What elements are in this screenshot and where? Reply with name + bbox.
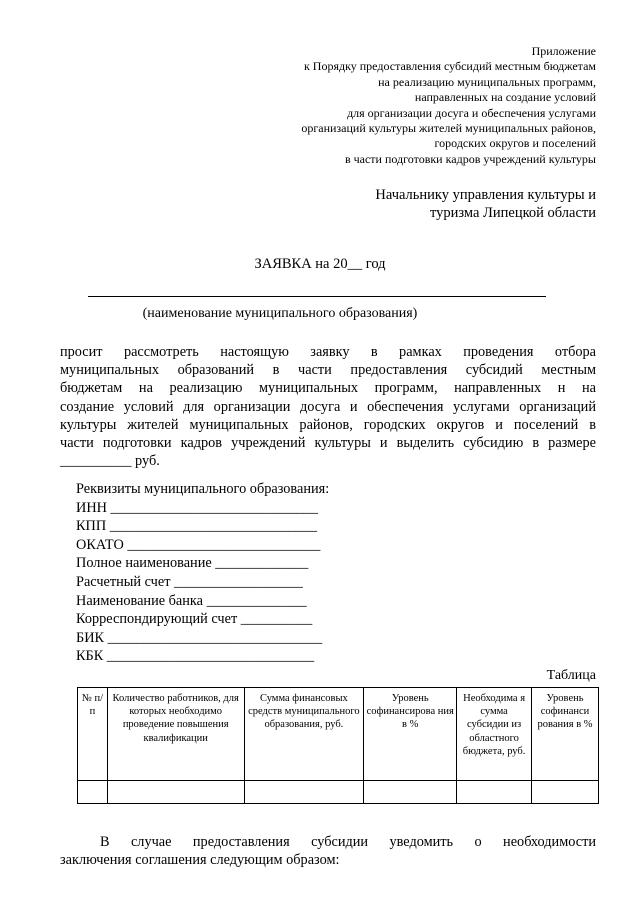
- requisite-inn: ИНН _____________________________: [76, 499, 318, 516]
- table-caption: Таблица: [546, 668, 596, 683]
- appendix-line: организаций культуры жителей муниципальных районов,: [301, 121, 596, 136]
- addressee: [375, 186, 596, 222]
- header-cofinancing-level: Уровень софинансирова ния в %: [364, 688, 457, 781]
- appendix-line: направленных на создание условий: [414, 90, 596, 105]
- appendix-line: на реализацию муниципальных программ,: [378, 74, 596, 89]
- closing-paragraph: [60, 833, 596, 869]
- header-cofinancing-level-2: Уровень софинанси рования в %: [532, 688, 599, 781]
- appendix-line: Приложение: [531, 44, 596, 58]
- paragraph-line: культуры жителей муниципальных районов, городских округов и поселений в: [60, 416, 596, 433]
- paragraph-line: создание условий для организации досуга и обеспечения услугами организаций: [60, 398, 596, 415]
- paragraph-line: __________ руб.: [60, 453, 160, 470]
- paragraph-line: муниципальных образований в части предоставления субсидий местным: [60, 362, 596, 379]
- requisite-bik: БИК ______________________________: [76, 629, 323, 646]
- table-row: [78, 781, 599, 804]
- addressee-line: Начальнику управления культуры и: [375, 187, 596, 203]
- appendix-line: для организации досуга и обеспечения услугами: [347, 105, 596, 120]
- requisite-okato: ОКАТО ___________________________: [76, 536, 321, 553]
- paragraph-line: заключения соглашения следующим образом:: [60, 852, 340, 869]
- paragraph-line: части подготовки кадров учреждений культуры и выделить субсидию в размере: [60, 435, 596, 452]
- requisites-heading: Реквизиты муниципального образования:: [76, 481, 330, 497]
- requisite-bank-name: Наименование банка ______________: [76, 592, 307, 609]
- requisites-block: [76, 480, 329, 666]
- requisite-kbk: КБК _____________________________: [76, 648, 315, 665]
- header-municipal-funds: Сумма финансовых средств муниципального образования, руб.: [244, 688, 364, 781]
- document-title: ЗАЯВКА на 20__ год: [254, 256, 386, 272]
- request-paragraph: [60, 343, 596, 470]
- table-cell[interactable]: [457, 781, 532, 804]
- paragraph-line: бюджетам на реализацию муниципальных программ, направленных н на: [60, 380, 596, 397]
- header-number: № п/п: [78, 688, 108, 781]
- table-cell[interactable]: [364, 781, 457, 804]
- table-cell[interactable]: [244, 781, 364, 804]
- header-employee-count: Количество работников, для которых необходимо проведение повышения квалификации: [107, 688, 244, 781]
- requisite-kpp: КПП _____________________________: [76, 518, 318, 535]
- appendix-header: [301, 44, 596, 167]
- requisite-full-name: Полное наименование _____________: [76, 555, 309, 572]
- appendix-line: к Порядку предоставления субсидий местным бюджетам: [303, 59, 596, 74]
- municipality-caption: [0, 306, 530, 322]
- municipality-caption-text: (наименование муниципального образования): [142, 306, 418, 321]
- municipality-name-line: [88, 296, 546, 297]
- table-header-row: [78, 688, 599, 781]
- table-cell[interactable]: [107, 781, 244, 804]
- appendix-line: в части подготовки кадров учреждений культуры: [344, 151, 596, 166]
- requisite-account: Расчетный счет __________________: [76, 573, 303, 590]
- header-required-subsidy: Необходима я сумма субсидии из областного бюджета, руб.: [457, 688, 532, 781]
- requisite-corr-account: Корреспондирующий счет __________: [76, 611, 313, 628]
- appendix-line: городских округов и поселений: [434, 136, 596, 151]
- paragraph-line: просит рассмотреть настоящую заявку в рамках проведения отбора: [60, 344, 596, 360]
- table-cell[interactable]: [532, 781, 599, 804]
- table-cell[interactable]: [78, 781, 108, 804]
- addressee-line: туризма Липецкой области: [429, 205, 596, 221]
- paragraph-line: В случае предоставления субсидии уведомить о необходимости: [100, 834, 596, 850]
- subsidy-table: [77, 687, 599, 804]
